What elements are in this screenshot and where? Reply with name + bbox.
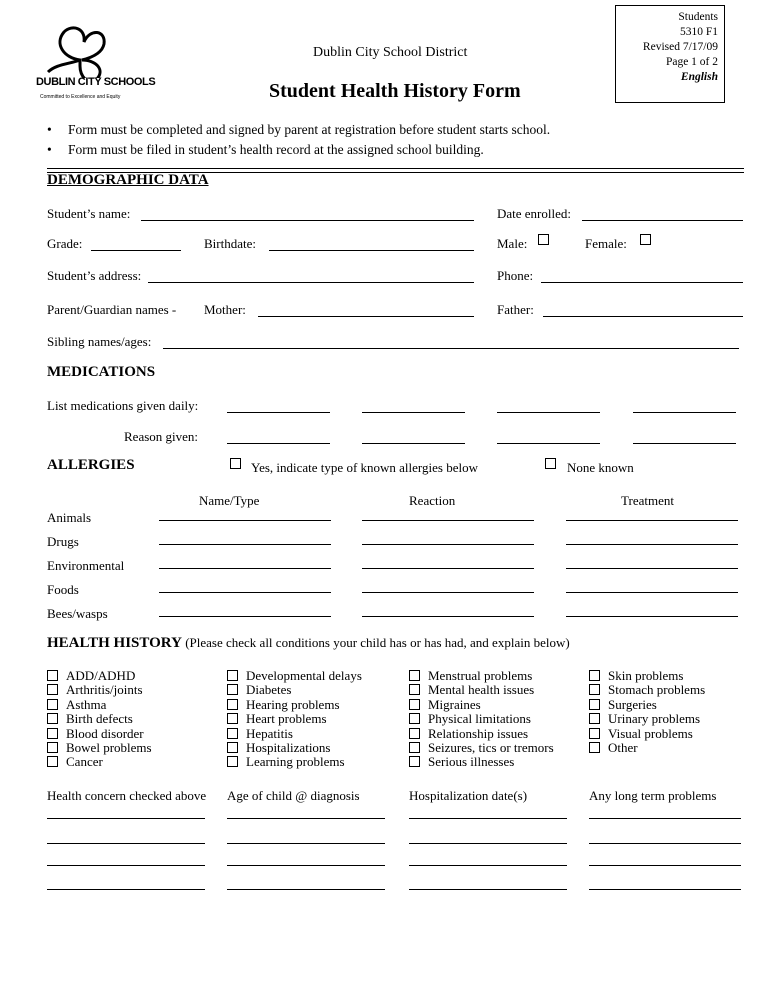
siblings-field[interactable] (163, 348, 739, 349)
condition-item[interactable]: Arthritis/joints (47, 683, 152, 697)
condition-item[interactable]: Urinary problems (589, 712, 705, 726)
health-field[interactable] (409, 865, 567, 866)
allergy-field[interactable] (362, 520, 534, 521)
allergies-yes-checkbox[interactable] (230, 458, 241, 469)
condition-item[interactable]: Heart problems (227, 712, 362, 726)
allergy-row-label: Bees/wasps (47, 606, 108, 621)
health-history-heading (47, 635, 570, 652)
medication-field[interactable] (362, 412, 465, 413)
allergy-col-name: Name/Type (199, 493, 260, 508)
condition-checkbox[interactable] (227, 756, 238, 767)
condition-checkbox[interactable] (409, 728, 420, 739)
condition-checkbox[interactable] (227, 684, 238, 695)
allergy-row-label: Foods (47, 582, 79, 597)
phone-field[interactable] (541, 282, 743, 283)
father-field[interactable] (543, 316, 743, 317)
condition-checkbox[interactable] (409, 756, 420, 767)
condition-checkbox[interactable] (409, 713, 420, 724)
health-field[interactable] (227, 889, 385, 890)
condition-item[interactable]: Relationship issues (409, 727, 554, 741)
condition-checkbox[interactable] (47, 684, 58, 695)
health-field[interactable] (409, 889, 567, 890)
health-field[interactable] (227, 818, 385, 819)
allergy-row-label: Drugs (47, 534, 79, 549)
condition-item[interactable]: Physical limitations (409, 712, 554, 726)
health-history-subtitle: (Please check all conditions your child has or has had, and explain below) (185, 635, 570, 650)
condition-item[interactable]: Other (589, 741, 705, 755)
condition-checkbox[interactable] (409, 670, 420, 681)
district-logo (34, 20, 156, 108)
condition-item[interactable]: Asthma (47, 698, 152, 712)
allergy-field[interactable] (159, 568, 331, 569)
birthdate-label: Birthdate: (204, 236, 256, 251)
allergies-none-label: None known (567, 460, 634, 475)
box-line-language: English (680, 71, 718, 83)
allergy-field[interactable] (362, 616, 534, 617)
health-field[interactable] (409, 818, 567, 819)
condition-checkbox[interactable] (47, 756, 58, 767)
allergy-field[interactable] (362, 568, 534, 569)
condition-checkbox[interactable] (589, 728, 600, 739)
reason-field[interactable] (497, 443, 600, 444)
condition-checkbox[interactable] (227, 699, 238, 710)
allergy-field[interactable] (566, 568, 738, 569)
female-checkbox[interactable] (640, 234, 651, 245)
condition-checkbox[interactable] (227, 742, 238, 753)
health-col-concern: Health concern checked above (47, 788, 207, 803)
date-enrolled-label: Date enrolled: (497, 206, 571, 221)
condition-item[interactable]: Bowel problems (47, 741, 152, 755)
allergy-field[interactable] (159, 544, 331, 545)
medication-field[interactable] (497, 412, 600, 413)
address-label: Student’s address: (47, 268, 142, 283)
father-label: Father: (497, 302, 534, 317)
box-line-revised: Revised 7/17/09 (642, 41, 718, 53)
condition-checkbox[interactable] (409, 684, 420, 695)
box-line-code: 5310 F1 (679, 26, 718, 38)
condition-item[interactable]: Developmental delays (227, 669, 362, 683)
box-line-category: Students (678, 11, 718, 23)
grade-field[interactable] (91, 250, 181, 251)
female-label: Female: (585, 236, 627, 251)
condition-checkbox[interactable] (409, 742, 420, 753)
condition-item[interactable]: Hearing problems (227, 698, 362, 712)
condition-item[interactable]: Mental health issues (409, 683, 554, 697)
medication-field[interactable] (227, 412, 330, 413)
reason-label: Reason given: (124, 429, 199, 444)
health-field[interactable] (227, 865, 385, 866)
condition-checkbox[interactable] (47, 699, 58, 710)
logo-text: DUBLIN CITY SCHOOLS (36, 76, 156, 88)
demographic-heading: DEMOGRAPHIC DATA (47, 172, 209, 188)
medications-heading: MEDICATIONS (47, 364, 156, 380)
condition-item[interactable]: Menstrual problems (409, 669, 554, 683)
condition-item[interactable]: Birth defects (47, 712, 152, 726)
conditions-column-1 (47, 669, 152, 770)
condition-checkbox[interactable] (227, 670, 238, 681)
student-name-label: Student’s name: (47, 206, 131, 221)
condition-checkbox[interactable] (589, 713, 600, 724)
reason-field[interactable] (362, 443, 465, 444)
condition-item[interactable]: ADD/ADHD (47, 669, 152, 683)
health-field[interactable] (47, 889, 205, 890)
condition-checkbox[interactable] (47, 728, 58, 739)
condition-item[interactable]: Cancer (47, 755, 152, 769)
condition-item[interactable]: Stomach problems (589, 683, 705, 697)
health-field[interactable] (589, 889, 741, 890)
health-field[interactable] (589, 818, 741, 819)
allergy-field[interactable] (566, 592, 738, 593)
condition-item[interactable]: Hospitalizations (227, 741, 362, 755)
health-history-title: HEALTH HISTORY (47, 635, 182, 651)
mother-label: Mother: (204, 302, 246, 317)
student-name-field[interactable] (141, 220, 474, 221)
siblings-label: Sibling names/ages: (47, 334, 152, 349)
male-checkbox[interactable] (538, 234, 549, 245)
allergies-yes-label: Yes, indicate type of known allergies below (251, 460, 478, 475)
logo-tagline: Committed to Excellence and Equity (40, 94, 121, 100)
mother-field[interactable] (258, 316, 474, 317)
allergies-none-checkbox[interactable] (545, 458, 556, 469)
allergy-row-label: Animals (47, 510, 92, 525)
condition-item[interactable]: Diabetes (227, 683, 362, 697)
condition-item[interactable]: Skin problems (589, 669, 705, 683)
health-col-age: Age of child @ diagnosis (227, 788, 360, 803)
health-col-hospitalization: Hospitalization date(s) (409, 788, 528, 803)
instruction-bullets (47, 120, 550, 160)
allergy-field[interactable] (159, 616, 331, 617)
health-field[interactable] (227, 843, 385, 844)
health-field[interactable] (47, 865, 205, 866)
condition-checkbox[interactable] (589, 699, 600, 710)
condition-checkbox[interactable] (47, 670, 58, 681)
condition-checkbox[interactable] (589, 684, 600, 695)
allergy-field[interactable] (566, 520, 738, 521)
allergy-field[interactable] (566, 544, 738, 545)
form-title: Student Health History Form (269, 80, 521, 102)
grade-label: Grade: (47, 236, 83, 251)
date-enrolled-field[interactable] (582, 220, 743, 221)
box-line-page: Page 1 of 2 (665, 56, 718, 68)
condition-checkbox[interactable] (47, 713, 58, 724)
condition-item[interactable]: Hepatitis (227, 727, 362, 741)
condition-checkbox[interactable] (409, 699, 420, 710)
health-field[interactable] (589, 843, 741, 844)
condition-checkbox[interactable] (227, 713, 238, 724)
allergies-heading: ALLERGIES (47, 457, 135, 473)
health-field[interactable] (47, 843, 205, 844)
allergy-field[interactable] (362, 544, 534, 545)
conditions-column-3 (409, 669, 554, 770)
district-name: Dublin City School District (313, 45, 468, 60)
condition-item[interactable]: Seizures, tics or tremors (409, 741, 554, 755)
phone-label: Phone: (497, 268, 534, 283)
allergy-field[interactable] (159, 592, 331, 593)
condition-item[interactable]: Learning problems (227, 755, 362, 769)
condition-checkbox[interactable] (589, 670, 600, 681)
allergy-col-reaction: Reaction (409, 493, 456, 508)
medication-field[interactable] (633, 412, 736, 413)
conditions-column-2 (227, 669, 362, 770)
male-label: Male: (497, 236, 528, 251)
reason-field[interactable] (227, 443, 330, 444)
condition-item[interactable]: Blood disorder (47, 727, 152, 741)
bullet-item: • Form must be completed and signed by parent at registration before student starts school. (47, 122, 551, 137)
allergy-col-treatment: Treatment (621, 493, 674, 508)
form-info-box (615, 5, 725, 103)
condition-item[interactable]: Surgeries (589, 698, 705, 712)
health-col-long-term: Any long term problems (589, 788, 717, 803)
parent-guardian-label: Parent/Guardian names - (47, 302, 177, 317)
health-field[interactable] (47, 818, 205, 819)
condition-checkbox[interactable] (47, 742, 58, 753)
allergy-row-label: Environmental (47, 558, 125, 573)
allergy-field[interactable] (362, 592, 534, 593)
allergy-field[interactable] (566, 616, 738, 617)
condition-item[interactable]: Visual problems (589, 727, 705, 741)
birthdate-field[interactable] (269, 250, 474, 251)
reason-field[interactable] (633, 443, 736, 444)
conditions-column-4 (589, 669, 705, 755)
health-field[interactable] (409, 843, 567, 844)
address-field[interactable] (148, 282, 474, 283)
condition-item[interactable]: Serious illnesses (409, 755, 554, 769)
bullet-item: • Form must be filed in student’s health record at the assigned school building. (47, 142, 484, 157)
condition-checkbox[interactable] (589, 742, 600, 753)
condition-item[interactable]: Migraines (409, 698, 554, 712)
health-field[interactable] (589, 865, 741, 866)
allergy-field[interactable] (159, 520, 331, 521)
medications-list-label: List medications given daily: (47, 398, 199, 413)
condition-checkbox[interactable] (227, 728, 238, 739)
